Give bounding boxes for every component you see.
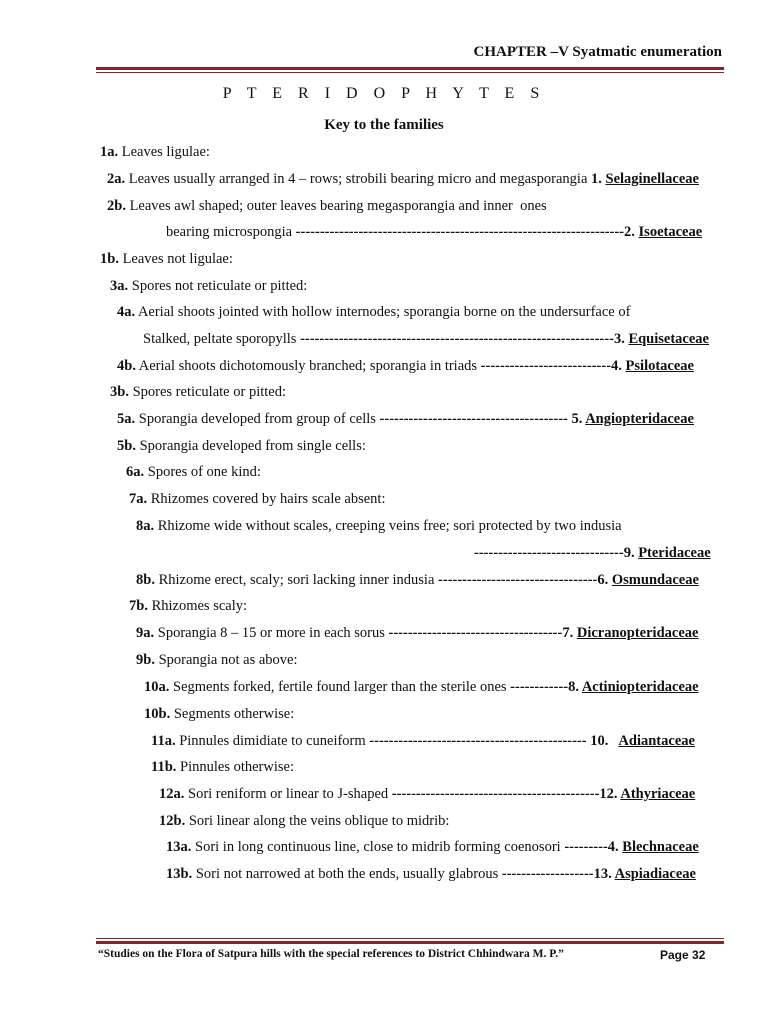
key-code: 1a.	[100, 144, 119, 160]
key-code: 13a.	[166, 839, 192, 855]
family-name: Dicranopteridaceae	[576, 625, 699, 641]
key-line	[110, 383, 286, 401]
key-line	[159, 785, 695, 803]
key-leader: --------------------------------------------------------------------	[295, 224, 625, 240]
key-code: 7a.	[129, 491, 148, 507]
family-name: Aspiadiaceae	[614, 866, 696, 882]
key-text: Spores of one kind:	[144, 464, 261, 480]
key-line	[107, 197, 547, 215]
key-text: Leaves awl shaped; outer leaves bearing megasporangia and inner ones	[125, 198, 547, 214]
family-name: Angiopteridaceae	[585, 411, 694, 427]
key-code: 8b.	[136, 572, 155, 588]
key-leader: ---------------------------	[480, 358, 612, 374]
family-number: 4.	[607, 839, 623, 855]
key-text: Sori not narrowed at both the ends, usually glabrous	[192, 866, 502, 882]
key-code: 2a.	[107, 171, 126, 187]
key-line	[151, 758, 294, 776]
family-number: 6.	[597, 572, 612, 588]
key-code: 4b.	[117, 358, 136, 374]
key-text: Sori in long continuous line, close to midrib forming coenosori	[191, 839, 565, 855]
key-leader: ------------	[510, 679, 569, 695]
family-name: Equisetaceae	[628, 331, 709, 347]
footer-citation: “Studies on the Flora of Satpura hills with the special references to District Chhindwara M. P.”	[98, 948, 564, 960]
family-name: Psilotaceae	[625, 358, 694, 374]
key-text: Sori reniform or linear to J-shaped	[184, 786, 392, 802]
key-text: Segments otherwise:	[170, 706, 295, 722]
family-name: Blechnaceae	[622, 839, 699, 855]
key-text: Spores not reticulate or pitted:	[128, 278, 308, 294]
key-code: 9a.	[136, 625, 155, 641]
key-text: Sori linear along the veins oblique to midrib:	[185, 813, 450, 829]
family-name: Athyriaceae	[620, 786, 696, 802]
chapter-header: CHAPTER –V Syatmatic enumeration	[473, 44, 722, 60]
key-line	[100, 143, 210, 161]
key-line	[136, 624, 698, 642]
key-leader: ---------------------------------------------	[369, 733, 591, 749]
key-code: 10b.	[144, 706, 171, 722]
key-text: Sporangia developed from single cells:	[135, 438, 366, 454]
key-code: 11a.	[151, 733, 176, 749]
key-leader: ---------------------------------	[438, 572, 598, 588]
family-name: Selaginellaceae	[605, 171, 699, 187]
key-leader: ---------------------------------------	[379, 411, 572, 427]
key-code: 5b.	[117, 438, 136, 454]
key-text: Sporangia 8 – 15 or more in each sorus	[154, 625, 389, 641]
key-line	[136, 517, 622, 535]
key-code: 10a.	[144, 679, 170, 695]
page-number: Page 32	[660, 948, 706, 962]
key-line	[166, 865, 696, 883]
key-leader: ---------	[564, 839, 608, 855]
key-line	[136, 651, 298, 669]
key-line	[117, 303, 630, 321]
key-code: 4a.	[117, 304, 136, 320]
family-number: 1.	[591, 171, 606, 187]
key-line	[166, 223, 702, 241]
key-text: Aerial shoots dichotomously branched; sporangia in triads	[135, 358, 481, 374]
key-text: Aerial shoots jointed with hollow internodes; sporangia borne on the undersurface of	[135, 304, 631, 320]
key-leader: -----------------------------------------------------------------	[300, 331, 614, 347]
family-number: 10.	[590, 733, 619, 749]
family-number: 3.	[613, 331, 629, 347]
family-number: 2.	[624, 224, 639, 240]
key-code: 3b.	[110, 384, 129, 400]
key-text: Leaves not ligulae:	[118, 251, 233, 267]
key-line	[151, 732, 695, 750]
key-code: 8a.	[136, 518, 155, 534]
family-number: 4.	[611, 358, 626, 374]
key-line	[159, 812, 449, 830]
key-leader: ------------------------------------	[388, 625, 563, 641]
key-text: Rhizome erect, scaly; sori lacking inner indusia	[154, 572, 439, 588]
key-line	[474, 544, 711, 562]
key-code: 7b.	[129, 598, 148, 614]
page-title: P T E R I D O P H Y T E S	[222, 85, 546, 102]
family-name: Osmundaceae	[611, 572, 699, 588]
key-line	[129, 490, 386, 508]
key-line	[126, 463, 261, 481]
key-text: Rhizomes scaly:	[147, 598, 248, 614]
key-code: 13b.	[166, 866, 193, 882]
key-line	[166, 838, 699, 856]
key-text: Sporangia developed from group of cells	[135, 411, 380, 427]
family-name: Isoetaceae	[638, 224, 703, 240]
footer-rule	[96, 941, 724, 944]
key-code: 12b.	[159, 813, 186, 829]
footer-rule-thin	[96, 938, 724, 939]
key-leader: -------------------------------------------	[391, 786, 600, 802]
key-text: Rhizome wide without scales, creeping veins free; sori protected by two indusia	[154, 518, 622, 534]
key-line	[100, 250, 233, 268]
key-text: Sporangia not as above:	[154, 652, 298, 668]
key-line	[110, 277, 307, 295]
family-number: 8.	[568, 679, 582, 695]
key-line	[117, 357, 694, 375]
key-line	[144, 705, 294, 723]
key-text: Segments forked, fertile found larger than the sterile ones	[169, 679, 511, 695]
key-text: Leaves ligulae:	[118, 144, 210, 160]
key-line	[107, 170, 699, 188]
key-code: 12a.	[159, 786, 185, 802]
key-text: Pinnules dimidiate to cuneiform	[175, 733, 370, 749]
key-code: 1b.	[100, 251, 119, 267]
family-name: Actiniopteridaceae	[581, 679, 699, 695]
key-line	[143, 330, 709, 348]
key-text: Rhizomes covered by hairs scale absent:	[147, 491, 386, 507]
key-line	[129, 597, 247, 615]
header-rule	[96, 67, 724, 70]
key-code: 5a.	[117, 411, 136, 427]
family-name: Pteridaceae	[638, 545, 711, 561]
key-line	[117, 410, 694, 428]
family-number: 12.	[599, 786, 621, 802]
key-line	[136, 571, 699, 589]
key-text: Stalked, peltate sporopylls	[143, 331, 301, 347]
key-text: Leaves usually arranged in 4 – rows; strobili bearing micro and megasporangia	[125, 171, 592, 187]
page-subtitle: Key to the families	[324, 117, 444, 133]
header-rule-thin	[96, 72, 724, 73]
key-code: 9b.	[136, 652, 155, 668]
key-code: 6a.	[126, 464, 145, 480]
key-line	[144, 678, 699, 696]
key-leader: -------------------------------	[474, 545, 624, 561]
family-number: 5.	[571, 411, 586, 427]
family-name: Adiantaceae	[618, 733, 695, 749]
key-text: Spores reticulate or pitted:	[128, 384, 286, 400]
key-text: Pinnules otherwise:	[176, 759, 294, 775]
family-number: 13.	[593, 866, 615, 882]
key-line	[117, 437, 366, 455]
key-text: bearing microspongia	[166, 224, 296, 240]
key-code: 11b.	[151, 759, 177, 775]
key-code: 3a.	[110, 278, 129, 294]
key-code: 2b.	[107, 198, 126, 214]
family-number: 7.	[562, 625, 577, 641]
family-number: 9.	[623, 545, 639, 561]
key-leader: -------------------	[501, 866, 594, 882]
